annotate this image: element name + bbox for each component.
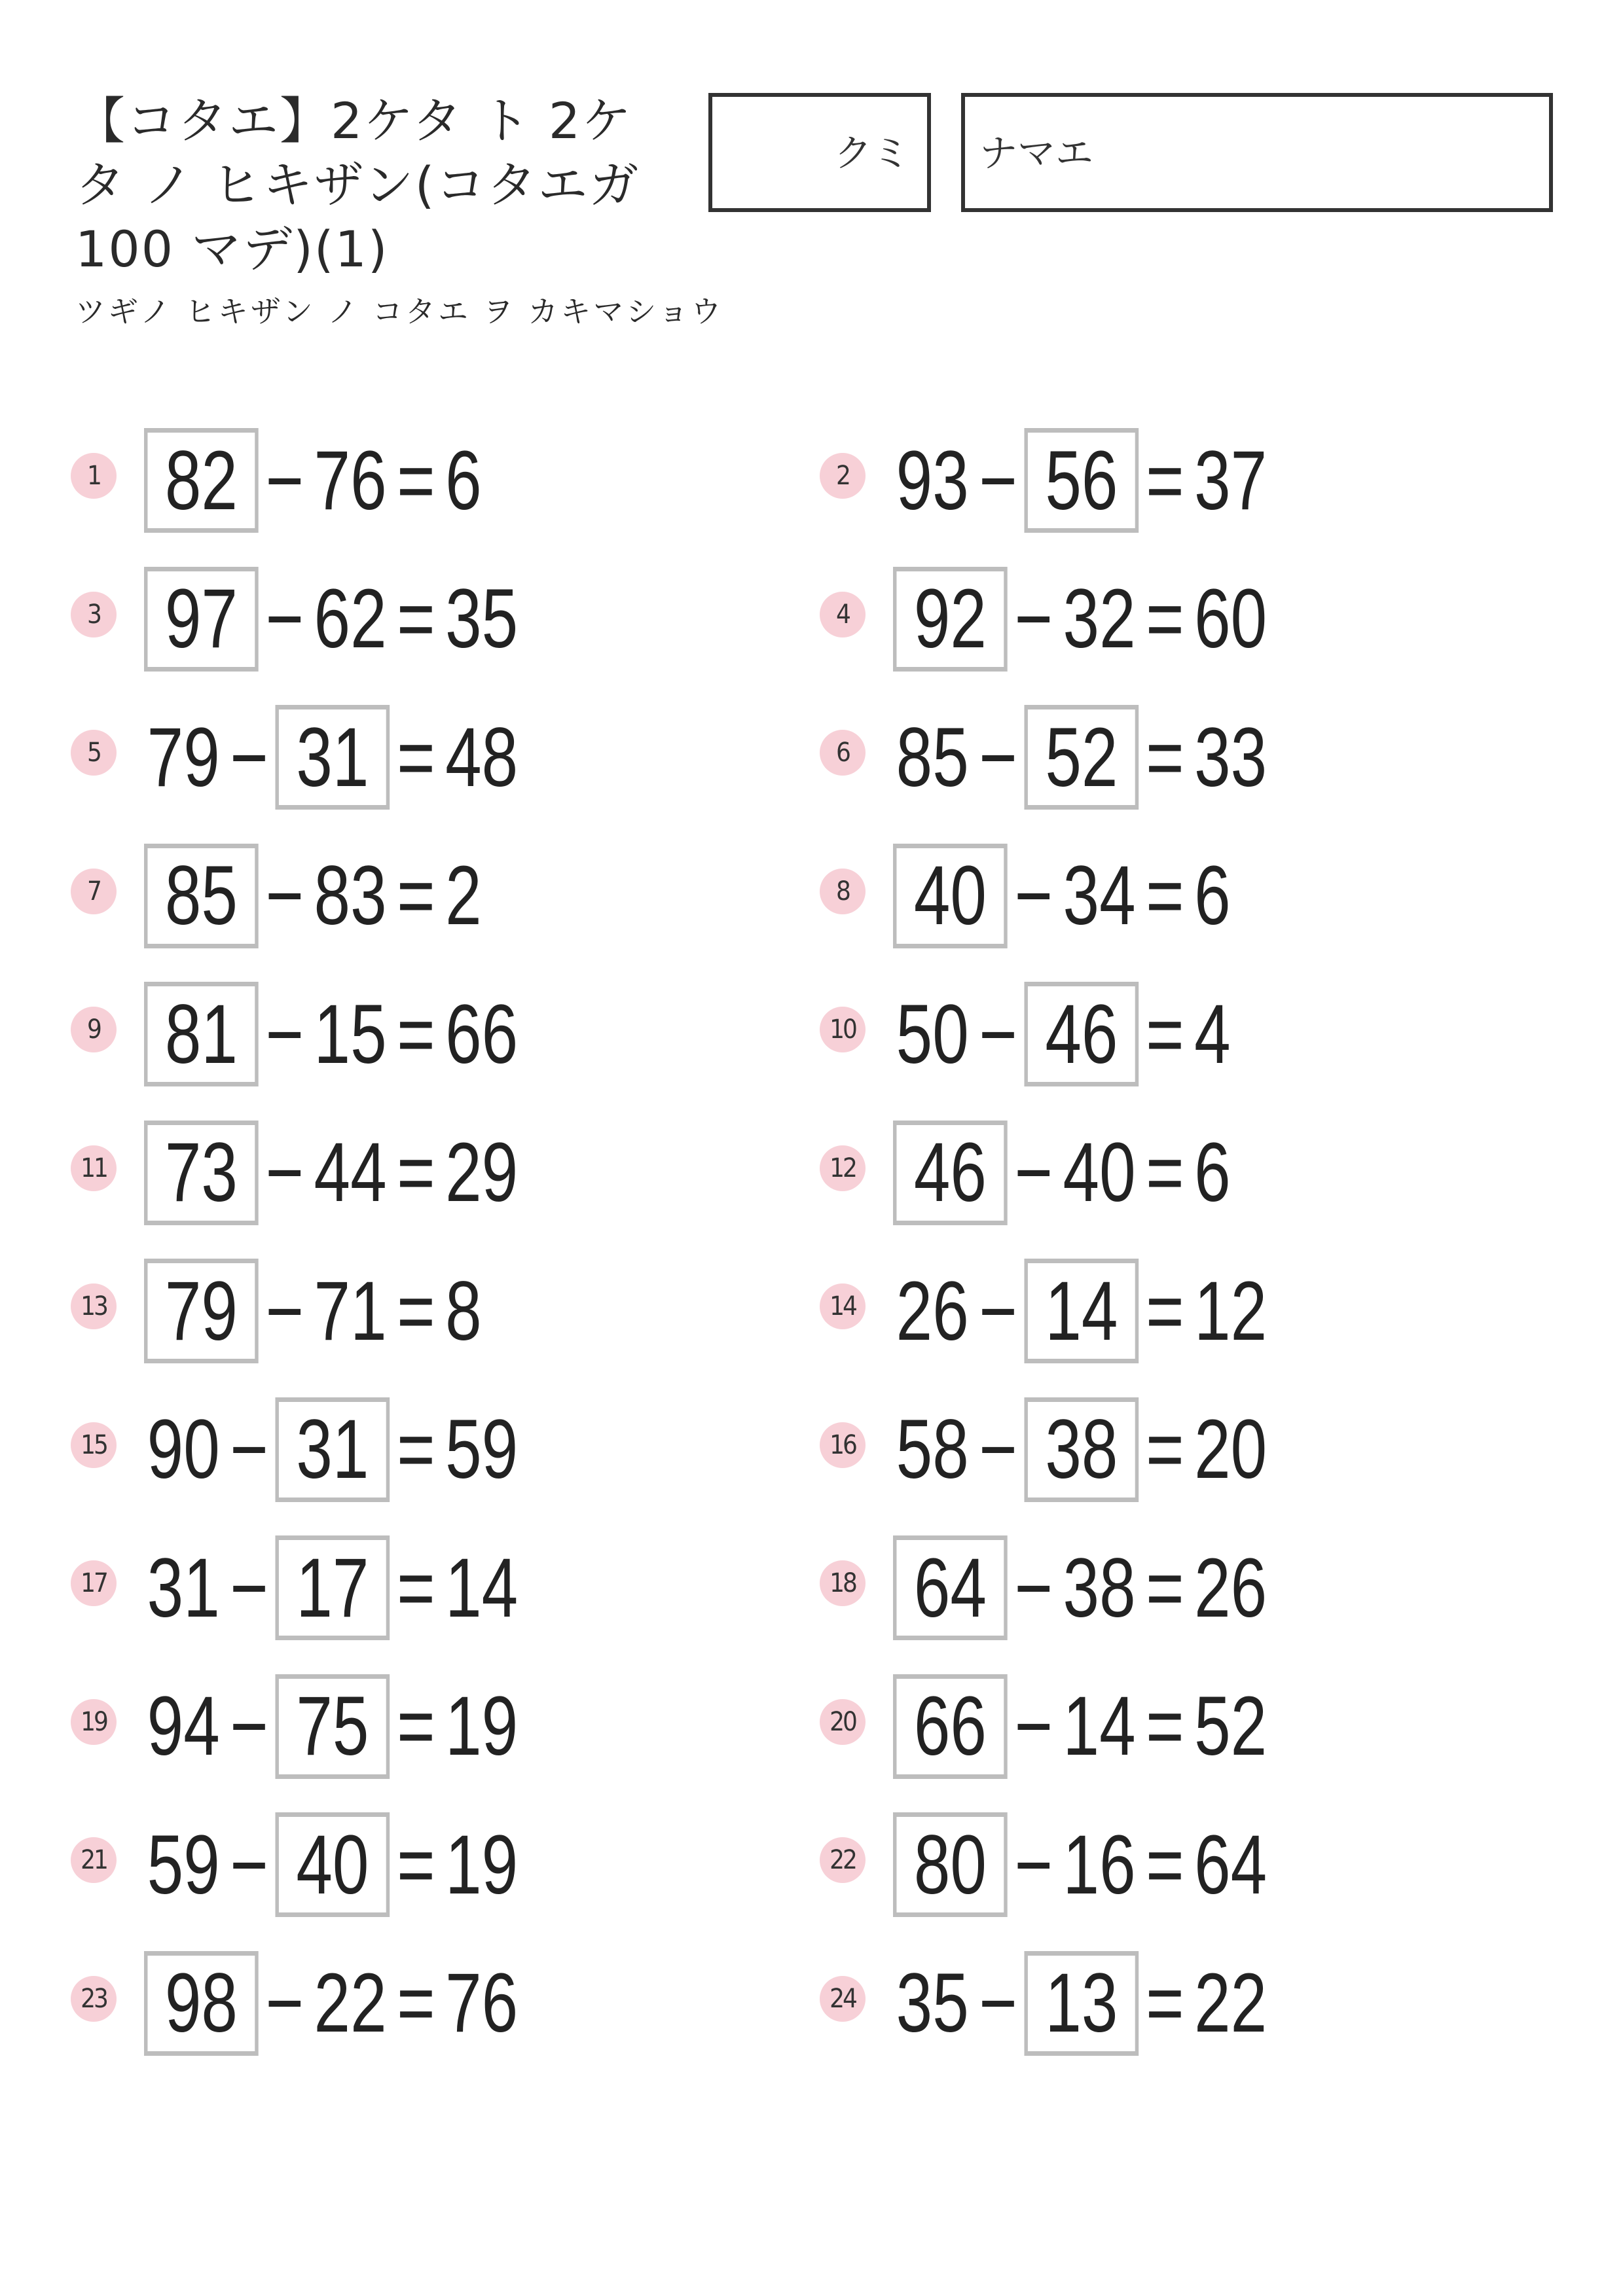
difference: 12: [1194, 1264, 1267, 1358]
problem-number-badge: 23: [71, 1976, 117, 2022]
problem-number-badge: 1: [71, 453, 117, 499]
minus-sign: −: [1014, 572, 1053, 666]
difference: 76: [445, 1956, 519, 2050]
problem-number-badge: 18: [820, 1560, 866, 1606]
difference: 2: [445, 849, 482, 942]
problem-number-badge: 15: [71, 1422, 117, 1468]
equals-sign: =: [397, 1264, 435, 1358]
minus-sign: −: [979, 433, 1017, 528]
equals-sign: =: [1146, 433, 1184, 528]
equals-sign: =: [1146, 1679, 1184, 1773]
minuend: 81: [164, 987, 238, 1081]
difference: 60: [1194, 572, 1267, 666]
minuend: 85: [164, 849, 238, 942]
minus-sign: −: [265, 849, 304, 942]
equals-sign: =: [1146, 1403, 1184, 1496]
difference: 29: [445, 1126, 519, 1219]
minus-sign: −: [1014, 849, 1053, 942]
subtraction-problem: [144, 1673, 521, 1780]
equals-sign: =: [1146, 1264, 1184, 1358]
subtrahend: 40: [296, 1818, 369, 1912]
minuend: 50: [896, 987, 969, 1081]
problem-number-badge: 11: [71, 1145, 117, 1191]
subtraction-problem: [144, 1811, 521, 1918]
subtrahend: 13: [1045, 1956, 1118, 2050]
equals-sign: =: [1146, 1541, 1184, 1635]
minus-sign: −: [979, 987, 1017, 1081]
answer-box[interactable]: [893, 567, 1008, 672]
minuend: 82: [164, 433, 238, 528]
answer-box[interactable]: [1025, 428, 1139, 533]
minus-sign: −: [230, 1541, 268, 1635]
subtrahend: 40: [1063, 1126, 1136, 1219]
subtrahend: 31: [296, 710, 369, 804]
answer-box[interactable]: [144, 1121, 259, 1225]
class-label: クミ: [833, 131, 910, 175]
problem-number-badge: 13: [71, 1283, 117, 1329]
equals-sign: =: [397, 1126, 435, 1219]
answer-box[interactable]: [144, 567, 259, 672]
subtrahend: 17: [296, 1541, 369, 1635]
difference: 22: [1194, 1956, 1267, 2050]
minus-sign: −: [979, 1264, 1017, 1358]
minuend: 79: [164, 1264, 238, 1358]
answer-box[interactable]: [144, 1259, 259, 1363]
equals-sign: =: [1146, 1818, 1184, 1912]
minuend: 58: [896, 1403, 969, 1496]
equals-sign: =: [1146, 1126, 1184, 1219]
difference: 19: [445, 1679, 519, 1773]
answer-box[interactable]: [1025, 1951, 1139, 2056]
equals-sign: =: [397, 710, 435, 804]
subtraction-problem: [893, 565, 1270, 673]
subtrahend: 14: [1045, 1264, 1118, 1358]
name-label: ナマエ: [979, 131, 1094, 175]
subtraction-problem: [893, 980, 1233, 1088]
subtraction-problem: [144, 842, 484, 950]
problem-number-badge: 4: [820, 592, 866, 637]
minus-sign: −: [979, 710, 1017, 804]
equals-sign: =: [397, 433, 435, 528]
minus-sign: −: [979, 1403, 1017, 1496]
equals-sign: =: [397, 1541, 435, 1635]
answer-box[interactable]: [893, 1535, 1008, 1640]
equals-sign: =: [397, 572, 435, 666]
equals-sign: =: [1146, 849, 1184, 942]
minus-sign: −: [230, 1818, 268, 1912]
minuend: 46: [913, 1126, 987, 1219]
minuend: 31: [147, 1541, 220, 1635]
minuend: 93: [896, 433, 969, 528]
subtraction-problem: [893, 427, 1270, 534]
difference: 33: [1194, 710, 1267, 804]
problem-number-badge: 5: [71, 730, 117, 776]
difference: 26: [1194, 1541, 1267, 1635]
problem-number-badge: 21: [71, 1837, 117, 1883]
minuend: 59: [147, 1818, 220, 1912]
answer-box[interactable]: [1025, 982, 1139, 1086]
problem-number-badge: 19: [71, 1699, 117, 1745]
subtraction-problem: [893, 704, 1270, 811]
minus-sign: −: [265, 1264, 304, 1358]
problem-number-badge: 14: [820, 1283, 866, 1329]
minuend: 92: [913, 572, 987, 666]
minus-sign: −: [1014, 1126, 1053, 1219]
subtraction-problem: [144, 1119, 521, 1227]
minus-sign: −: [265, 1956, 304, 2050]
minuend: 94: [147, 1679, 220, 1773]
problem-number-badge: 7: [71, 869, 117, 914]
equals-sign: =: [397, 1818, 435, 1912]
minuend: 98: [164, 1956, 238, 2050]
subtrahend: 16: [1063, 1818, 1136, 1912]
answer-box[interactable]: [893, 1674, 1008, 1779]
subtraction-problem: [893, 1534, 1270, 1641]
minus-sign: −: [1014, 1679, 1053, 1773]
minuend: 90: [147, 1403, 220, 1496]
equals-sign: =: [1146, 710, 1184, 804]
minuend: 97: [164, 572, 238, 666]
equals-sign: =: [397, 1679, 435, 1773]
minuend: 66: [913, 1679, 987, 1773]
subtrahend: 38: [1045, 1403, 1118, 1496]
subtraction-problem: [144, 1257, 484, 1365]
subtrahend: 76: [314, 433, 387, 528]
equals-sign: =: [1146, 572, 1184, 666]
minus-sign: −: [265, 433, 304, 528]
difference: 4: [1194, 987, 1231, 1081]
equals-sign: =: [397, 849, 435, 942]
minus-sign: −: [265, 987, 304, 1081]
difference: 19: [445, 1818, 519, 1912]
subtraction-problem: [893, 1673, 1270, 1780]
minus-sign: −: [1014, 1541, 1053, 1635]
subtrahend: 15: [314, 987, 387, 1081]
subtraction-problem: [893, 1396, 1270, 1503]
answer-box[interactable]: [1025, 705, 1139, 810]
equals-sign: =: [1146, 987, 1184, 1081]
problem-number-badge: 20: [820, 1699, 866, 1745]
difference: 6: [1194, 849, 1231, 942]
minus-sign: −: [265, 572, 304, 666]
difference: 8: [445, 1264, 482, 1358]
subtraction-problem: [144, 1396, 521, 1503]
subtraction-problem: [893, 1811, 1270, 1918]
difference: 37: [1194, 433, 1267, 528]
subtrahend: 52: [1045, 710, 1118, 804]
difference: 52: [1194, 1679, 1267, 1773]
subtrahend: 46: [1045, 987, 1118, 1081]
equals-sign: =: [397, 1956, 435, 2050]
problem-number-badge: 10: [820, 1007, 866, 1052]
subtraction-problem: [893, 842, 1233, 950]
answer-box[interactable]: [276, 1535, 390, 1640]
subtrahend: 22: [314, 1956, 387, 2050]
subtrahend: 34: [1063, 849, 1136, 942]
subtrahend: 83: [314, 849, 387, 942]
difference: 6: [1194, 1126, 1231, 1219]
minus-sign: −: [265, 1126, 304, 1219]
subtraction-problem: [144, 1950, 521, 2057]
difference: 64: [1194, 1818, 1267, 1912]
subtrahend: 38: [1063, 1541, 1136, 1635]
equals-sign: =: [397, 987, 435, 1081]
answer-box[interactable]: [893, 1121, 1008, 1225]
minuend: 80: [913, 1818, 987, 1912]
subtraction-problem: [893, 1950, 1270, 2057]
difference: 20: [1194, 1403, 1267, 1496]
problem-number-badge: 3: [71, 592, 117, 637]
answer-box[interactable]: [276, 1812, 390, 1917]
subtrahend: 14: [1063, 1679, 1136, 1773]
minuend: 26: [896, 1264, 969, 1358]
subtrahend: 32: [1063, 572, 1136, 666]
minuend: 35: [896, 1956, 969, 2050]
answer-box[interactable]: [1025, 1259, 1139, 1363]
answer-box[interactable]: [144, 428, 259, 533]
answer-box[interactable]: [144, 1951, 259, 2056]
minuend: 73: [164, 1126, 238, 1219]
subtrahend: 44: [314, 1126, 387, 1219]
subtraction-problem: [893, 1257, 1270, 1365]
subtrahend: 31: [296, 1403, 369, 1496]
problem-number-badge: 12: [820, 1145, 866, 1191]
instruction-text: ツギノ ヒキザン ノ コタエ ヲ カキマショウ: [75, 294, 724, 329]
minus-sign: −: [230, 1403, 268, 1496]
difference: 59: [445, 1403, 519, 1496]
answer-box[interactable]: [144, 982, 259, 1086]
minuend: 85: [896, 710, 969, 804]
worksheet-title: 【コタエ】2ケタ ト 2ケタ ノ ヒキザン(コタエガ 100 マデ)(1): [75, 92, 640, 278]
difference: 6: [445, 433, 482, 528]
problem-number-badge: 22: [820, 1837, 866, 1883]
answer-box[interactable]: [276, 1674, 390, 1779]
answer-box[interactable]: [1025, 1397, 1139, 1502]
problem-number-badge: 6: [820, 730, 866, 776]
minus-sign: −: [1014, 1818, 1053, 1912]
difference: 48: [445, 710, 519, 804]
answer-box[interactable]: [893, 844, 1008, 948]
subtraction-problem: [144, 980, 521, 1088]
difference: 66: [445, 987, 519, 1081]
answer-box[interactable]: [893, 1812, 1008, 1917]
subtraction-problem: [144, 565, 521, 673]
subtraction-problem: [144, 427, 484, 534]
problem-number-badge: 17: [71, 1560, 117, 1606]
problem-number-badge: 8: [820, 869, 866, 914]
subtraction-problem: [144, 1534, 521, 1641]
subtraction-problem: [893, 1119, 1233, 1227]
minuend: 40: [913, 849, 987, 942]
subtrahend: 62: [314, 572, 387, 666]
subtrahend: 75: [296, 1679, 369, 1773]
problem-number-badge: 2: [820, 453, 866, 499]
difference: 35: [445, 572, 519, 666]
subtraction-problem: [144, 704, 521, 811]
equals-sign: =: [1146, 1956, 1184, 2050]
problem-number-badge: 16: [820, 1422, 866, 1468]
problem-number-badge: 9: [71, 1007, 117, 1052]
answer-box[interactable]: [144, 844, 259, 948]
minuend: 64: [913, 1541, 987, 1635]
answer-box[interactable]: [276, 1397, 390, 1502]
subtrahend: 71: [314, 1264, 387, 1358]
problem-number-badge: 24: [820, 1976, 866, 2022]
minus-sign: −: [230, 710, 268, 804]
minuend: 79: [147, 710, 220, 804]
answer-box[interactable]: [276, 705, 390, 810]
minus-sign: −: [979, 1956, 1017, 2050]
subtrahend: 56: [1045, 433, 1118, 528]
equals-sign: =: [397, 1403, 435, 1496]
difference: 14: [445, 1541, 519, 1635]
minus-sign: −: [230, 1679, 268, 1773]
